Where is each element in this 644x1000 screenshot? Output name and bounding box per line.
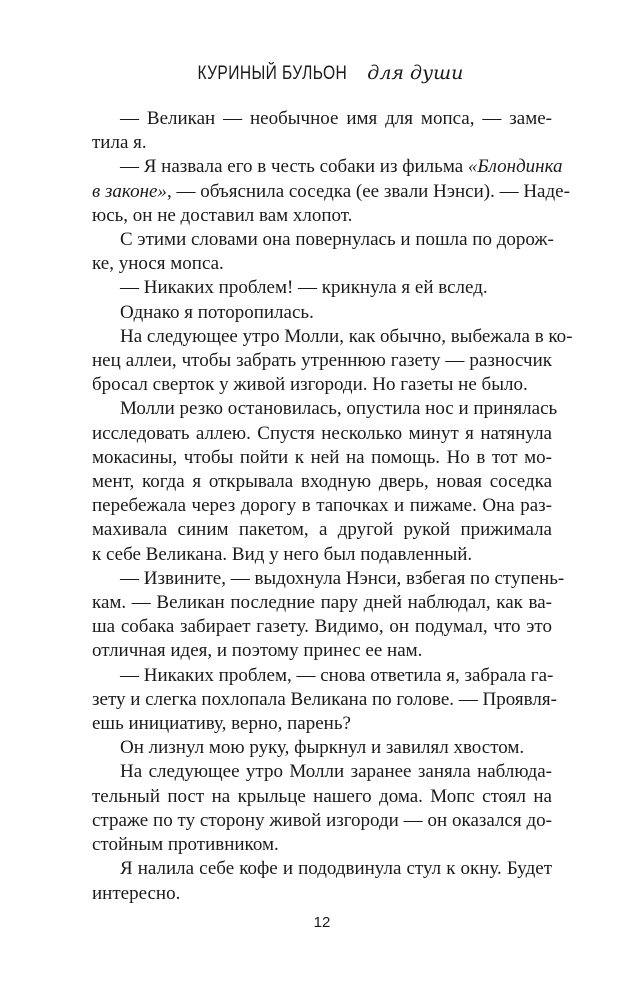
text-segment: интересно. bbox=[92, 882, 181, 904]
text-segment: Молли резко остановилась, опустила нос и принялась bbox=[120, 398, 558, 420]
text-segment: На следующее утро Молли заранее заняла наблюда- bbox=[120, 761, 552, 783]
text-line bbox=[92, 639, 552, 663]
text-segment: тила я. bbox=[92, 132, 147, 154]
text-line bbox=[92, 349, 552, 373]
page-number: 12 bbox=[313, 914, 331, 931]
text-line bbox=[92, 664, 552, 688]
text-segment: Я налила себе кофе и пододвинула стул к окну. Будет bbox=[120, 858, 552, 880]
text-segment: Однако я поторопилась. bbox=[120, 301, 314, 323]
text-line bbox=[92, 373, 552, 397]
text-line bbox=[92, 131, 552, 155]
italic-text: в законе» bbox=[92, 180, 167, 202]
running-header bbox=[0, 62, 644, 85]
text-line bbox=[92, 155, 563, 179]
text-line bbox=[92, 204, 552, 228]
text-line bbox=[92, 252, 552, 276]
text-line bbox=[92, 736, 552, 760]
italic-text: «Блондинка bbox=[467, 156, 563, 178]
text-line bbox=[92, 882, 552, 906]
text-line bbox=[92, 543, 552, 567]
body-text bbox=[92, 107, 573, 906]
text-segment: ке, унося мопса. bbox=[92, 253, 224, 275]
text-segment: Он лизнул мою руку, фыркнул и завилял хвостом. bbox=[120, 737, 525, 759]
text-segment: страже по ту сторону живой изгороди — он оказался до- bbox=[92, 809, 552, 831]
text-segment: , — объяснила соседка (ее звали Нэнси). — Наде- bbox=[166, 180, 570, 202]
text-line bbox=[92, 422, 552, 446]
text-segment: кам. — Великан последние пару дней наблюдал, как ва- bbox=[92, 592, 552, 614]
text-segment: С этими словами она повернулась и пошла по дорож- bbox=[120, 229, 554, 251]
text-line bbox=[92, 785, 552, 809]
text-line bbox=[92, 518, 552, 542]
text-line bbox=[92, 809, 552, 833]
text-segment: тельный пост на крыльце нашего дома. Мопс стоял на bbox=[92, 785, 552, 807]
text-segment: отличная идея, и поэтому принес ее нам. bbox=[92, 640, 423, 662]
text-line bbox=[92, 107, 552, 131]
text-line bbox=[92, 446, 552, 470]
text-segment: бросал сверток у живой изгороди. Но газеты не было. bbox=[92, 374, 528, 396]
text-segment: к себе Великана. Вид у него был подавленный. bbox=[92, 543, 473, 565]
text-segment: — Великан — необычное имя для мопса, — заме- bbox=[120, 108, 552, 129]
text-segment: стойным противником. bbox=[92, 834, 279, 856]
text-line bbox=[92, 615, 552, 639]
text-segment: — Никаких проблем, — снова ответила я, забрала га- bbox=[120, 664, 554, 686]
text-line bbox=[92, 833, 552, 857]
book-title: КУРИНЫЙ БУЛЬОН bbox=[197, 63, 347, 84]
text-line bbox=[92, 591, 552, 615]
text-segment: нец аллеи, чтобы забрать утреннюю газету — разносчик bbox=[92, 350, 552, 372]
text-segment: мокасины, чтобы пойти к ней на помощь. Но в тот мо- bbox=[92, 446, 552, 468]
text-segment: юсь, он не доставил вам хлопот. bbox=[92, 204, 353, 226]
text-segment: зету и слегка похлопала Великана по голове. — Проявля- bbox=[92, 688, 557, 710]
text-line bbox=[92, 494, 552, 518]
text-line bbox=[92, 397, 558, 421]
text-line bbox=[92, 688, 557, 712]
text-line bbox=[92, 228, 552, 252]
text-segment: ешь инициативу, верно, парень? bbox=[92, 713, 351, 735]
text-line bbox=[92, 857, 552, 881]
text-segment: — Никаких проблем! — крикнула я ей вслед. bbox=[120, 277, 488, 299]
text-line bbox=[92, 325, 573, 349]
text-segment: — Извините, — выдохнула Нэнси, взбегая по ступень- bbox=[120, 567, 565, 589]
text-segment: махивала синим пакетом, а другой рукой прижимала bbox=[92, 519, 552, 541]
text-segment: перебежала через дорогу в тапочках и пижаме. Она раз- bbox=[92, 495, 552, 517]
text-line bbox=[92, 760, 552, 784]
text-segment: мент, когда я открывала входную дверь, новая соседка bbox=[92, 471, 552, 493]
text-line bbox=[92, 567, 565, 591]
text-line bbox=[92, 301, 552, 325]
text-segment: ша собака забирает газету. Видимо, он подумал, что это bbox=[92, 616, 552, 638]
text-segment: исследовать аллею. Спустя несколько минут я натянула bbox=[92, 422, 552, 444]
text-line bbox=[92, 180, 570, 204]
book-title-script: для души bbox=[367, 62, 464, 84]
text-line bbox=[92, 276, 552, 300]
text-line bbox=[92, 712, 552, 736]
text-line bbox=[92, 470, 552, 494]
text-segment: На следующее утро Молли, как обычно, выбежала в ко- bbox=[120, 325, 573, 347]
text-segment: — Я назвала его в честь собаки из фильма bbox=[120, 156, 468, 178]
